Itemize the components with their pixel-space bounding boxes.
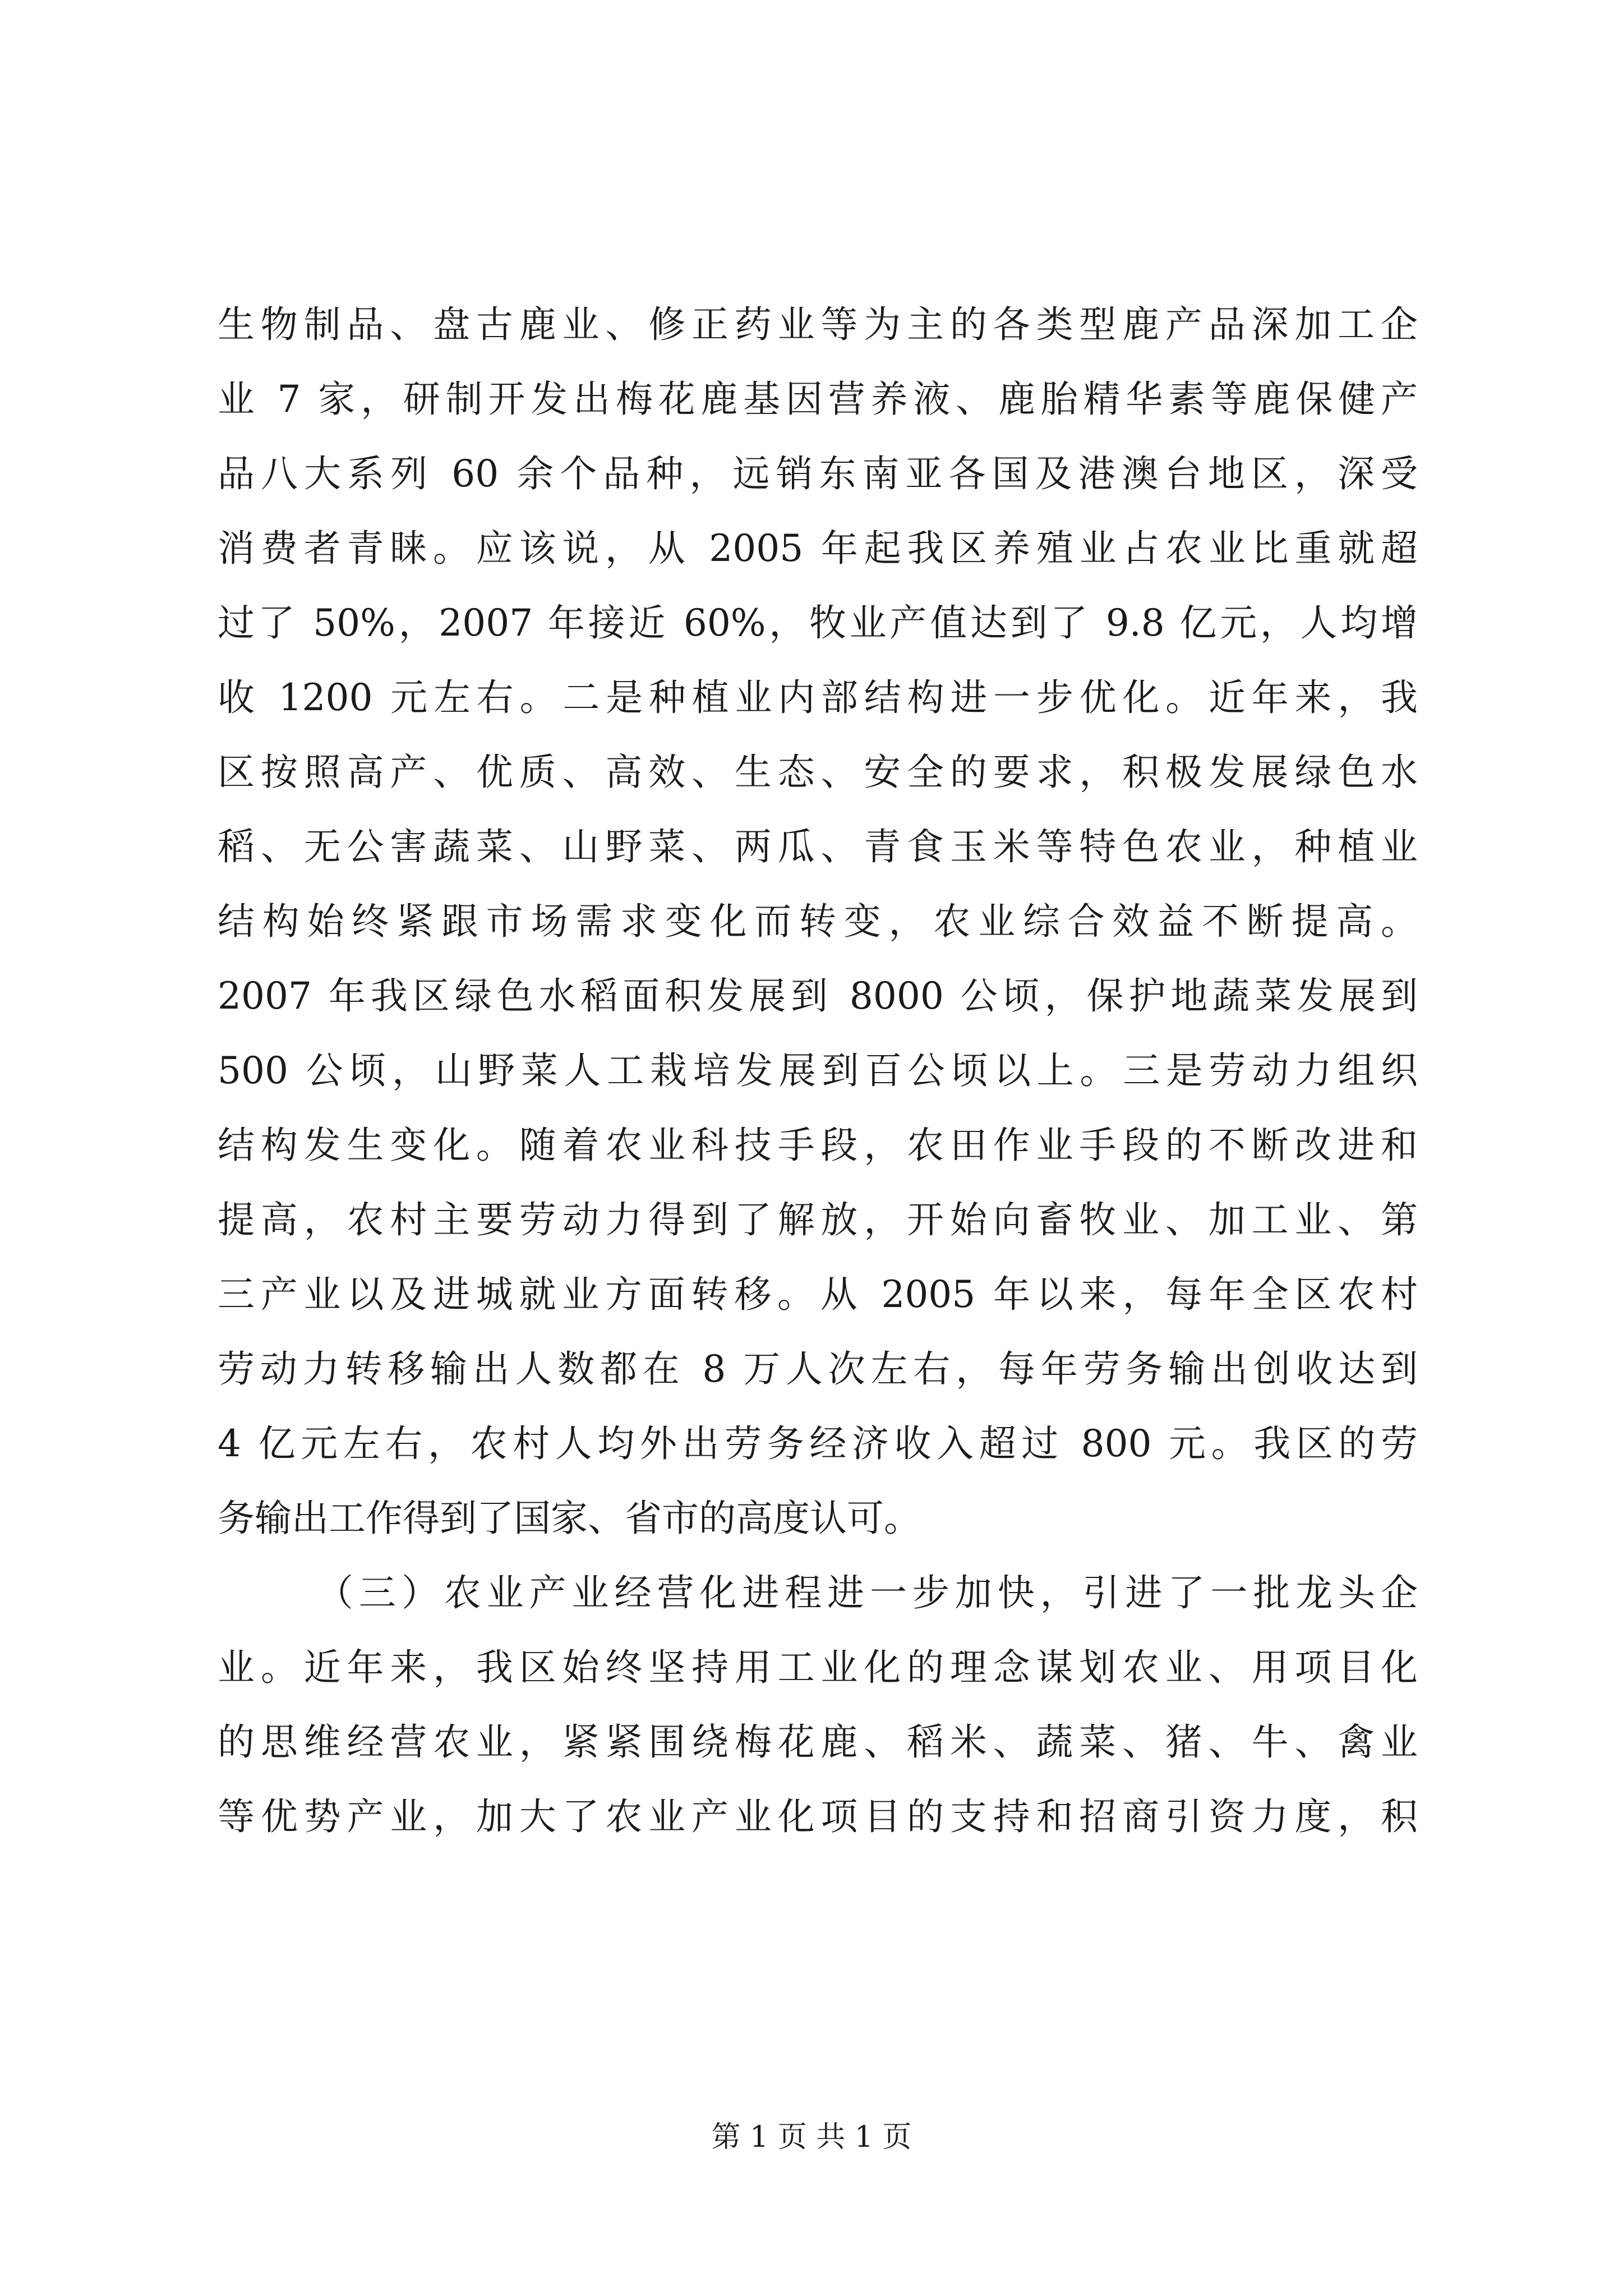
- text-line: 业 7 家，研制开发出梅花鹿基因营养液、鹿胎精华素等鹿保健产: [218, 378, 1418, 421]
- text-line: 等优势产业，加大了农业产业化项目的支持和招商引资力度，积: [218, 1795, 1418, 1838]
- text-line: 生物制品、盘古鹿业、修正药业等为主的各类型鹿产品深加工企: [218, 303, 1418, 346]
- text-line: 品八大系列 60 余个品种，远销东南亚各国及港澳台地区，深受: [218, 452, 1418, 495]
- text-line: 劳动力转移输出人数都在 8 万人次左右，每年劳务输出创收达到: [218, 1347, 1418, 1391]
- body-text: [218, 287, 1418, 1854]
- text-line: 500 公顷，山野菜人工栽培发展到百公顷以上。三是劳动力组织: [218, 1049, 1418, 1092]
- text-line: 务输出工作得到了国家、省市的高度认可。: [218, 1497, 921, 1540]
- text-line: 提高，农村主要劳动力得到了解放，开始向畜牧业、加工业、第: [218, 1198, 1418, 1241]
- page-footer: [0, 2118, 1623, 2157]
- section-heading-line: （三）农业产业经营化进程进一步加快，引进了一批龙头企: [316, 1571, 1418, 1614]
- text-line: 消费者青睐。应该说，从 2005 年起我区养殖业占农业比重就超: [218, 527, 1418, 570]
- text-line: 三产业以及进城就业方面转移。从 2005 年以来，每年全区农村: [218, 1273, 1418, 1316]
- text-line: 结构发生变化。随着农业科技手段，农田作业手段的不断改进和: [218, 1124, 1418, 1167]
- text-line: 4 亿元左右，农村人均外出劳务经济收入超过 800 元。我区的劳: [218, 1422, 1418, 1465]
- text-line: 稻、无公害蔬菜、山野菜、两瓜、青食玉米等特色农业，种植业: [218, 825, 1418, 868]
- text-line: 2007 年我区绿色水稻面积发展到 8000 公顷，保护地蔬菜发展到: [218, 974, 1418, 1018]
- page-number: 第 1 页 共 1 页: [711, 2120, 912, 2154]
- text-line: 区按照高产、优质、高效、生态、安全的要求，积极发展绿色水: [218, 751, 1418, 794]
- text-line: 结构始终紧跟市场需求变化而转变，农业综合效益不断提高。: [218, 900, 1418, 943]
- text-line: 业。近年来，我区始终坚持用工业化的理念谋划农业、用项目化: [218, 1646, 1418, 1689]
- text-line: 的思维经营农业，紧紧围绕梅花鹿、稻米、蔬菜、猪、牛、禽业: [218, 1720, 1418, 1764]
- text-line: 收 1200 元左右。二是种植业内部结构进一步优化。近年来，我: [218, 676, 1418, 719]
- text-line: 过了 50%，2007 年接近 60%，牧业产值达到了 9.8 亿元，人均增: [218, 601, 1418, 645]
